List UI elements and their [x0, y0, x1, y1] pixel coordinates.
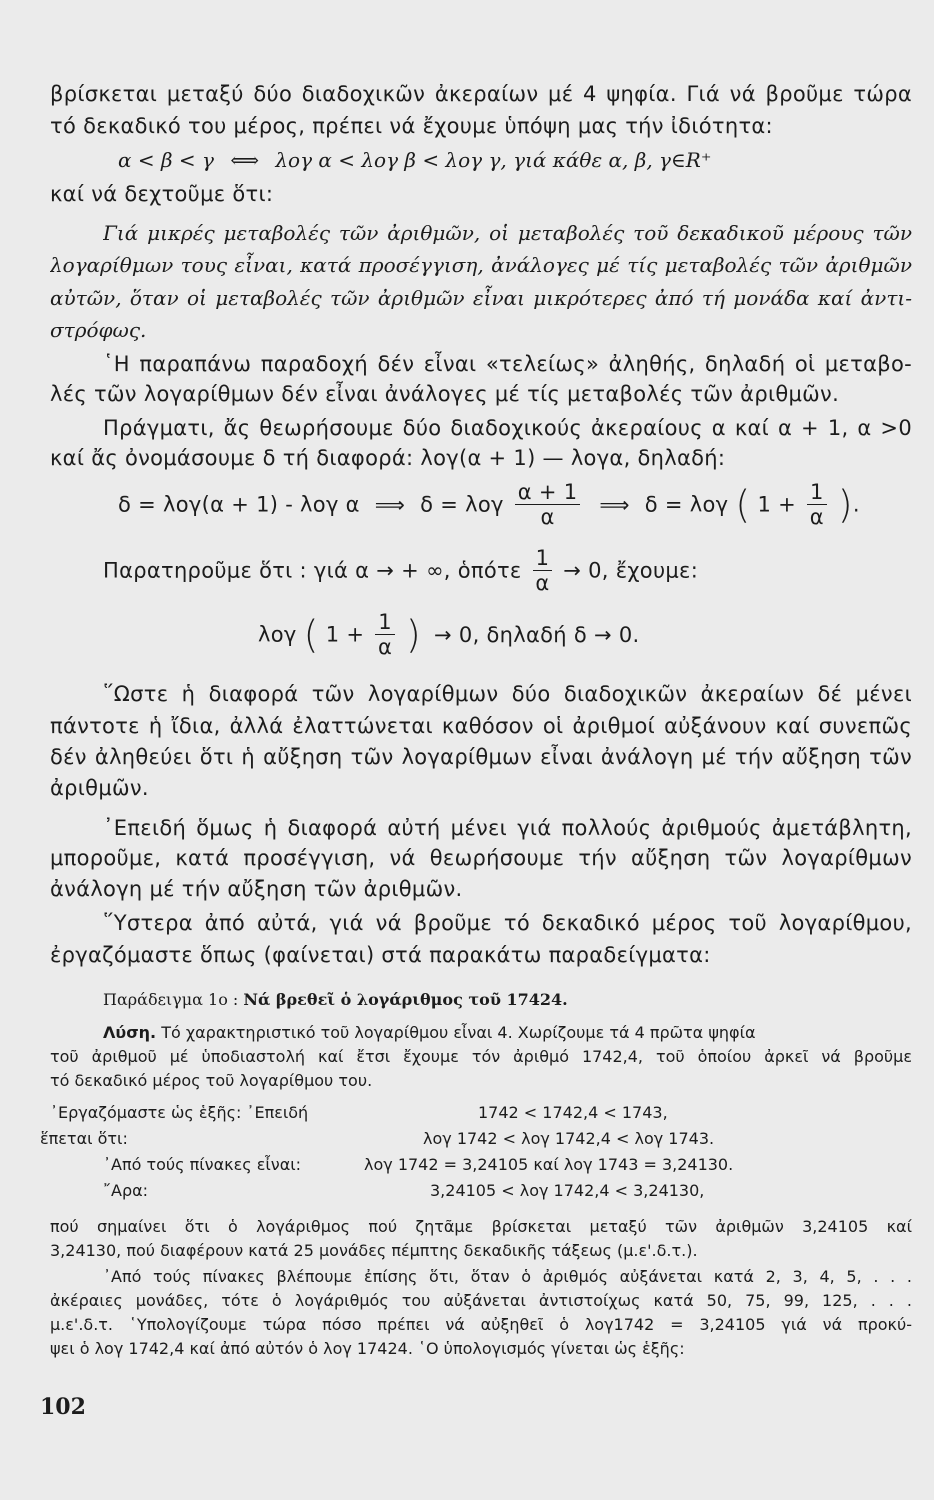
fraction-denominator: α [378, 635, 393, 659]
delta-part-3: δ = λογ [644, 492, 729, 517]
italic-line-2: λογαρίθμων τους εἶναι, κατά προσέγγιση, ἀνάλογες μέ τίς μεταβολές τῶν ἀριθμῶν [50, 253, 912, 277]
tail-line-5: μ.ε'.δ.τ. ῾Υπολογίζουμε τώρα πόσο πρέπει νά αὐξηθεῖ ὁ λογ1742 = 3,24105 γιά νά προκύ- [50, 1315, 912, 1334]
iff-symbol: ⟺ [230, 148, 259, 172]
text-line-4: ῾Η παραπάνω παραδοχή δέν εἶναι «τελείως» ἀληθής, δηλαδή οἱ μεταβο- [103, 352, 912, 376]
tail-line-4: ἀκέραιες μονάδες, τότε ὁ λογάριθμός του αὐξάνεται ἀντιστοίχως κατά 50, 75, 99, 125, . . . [50, 1291, 912, 1310]
text-line-15: ῞Υστερα ἀπό αὐτά, γιά νά βροῦμε τό δεκαδικό μέρος τοῦ λογαρίθμου, [103, 911, 912, 935]
text-line-1: βρίσκεται μεταξύ δύο διαδοχικῶν ἀκεραίων μέ 4 ψηφία. Γιά νά βροῦμε τώρα [50, 82, 912, 106]
tail-line-6: ψει ὁ λογ 1742,4 καί ἀπό αὐτόν ὁ λογ 17424. ῾Ο ὑπολογισμός γίνεται ὡς ἑξῆς: [50, 1339, 685, 1358]
tail-line-3: ᾿Από τούς πίνακες βλέπουμε ἐπίσης ὅτι, ὅταν ὁ ἀριθμός αὐξάνεται κατά 2, 3, 4, 5, . . . [103, 1267, 912, 1286]
fraction-denominator: α [540, 505, 555, 529]
limit-after: → 0, ἔχουμε: [563, 558, 699, 583]
text-line-13: μποροῦμε, κατά προσέγγιση, νά θεωρήσουμε τήν αὔξηση τῶν λογαρίθμων [50, 846, 912, 870]
fraction-a-plus-1-over-a [515, 480, 581, 529]
text-line-16: ἐργαζόμαστε ὅπως (φαίνεται) στά παρακάτω παραδείγματα: [50, 943, 711, 967]
example-title: Νά βρεθεῖ ὁ λογάριθμος τοῦ 17424. [243, 990, 568, 1009]
italic-line-4: στρόφως. [50, 318, 147, 342]
solution-text: Τό χαρακτηριστικό τοῦ λογαρίθμου εἶναι 4. Χωρίζουμε τά 4 πρῶτα ψηφία [161, 1023, 756, 1042]
fraction-numerator: 1 [375, 610, 395, 635]
fraction-1-over-a [533, 546, 553, 595]
text-line-11: ἀριθμῶν. [50, 776, 149, 800]
italic-line-3: αὐτῶν, ὅταν οἱ μεταβολές τῶν ἀριθμῶν εἶναι μικρότερες ἀπό τή μονάδα καί ἀντι- [50, 286, 912, 310]
page-number: 102 [40, 1394, 86, 1420]
text-line-2: τό δεκαδικό του μέρος, πρέπει νά ἔχουμε ὑπόψη μας τήν ἰδιότητα: [50, 114, 773, 138]
tail-line-2: 3,24130, πού διαφέρουν κατά 25 μονάδες πέμπτης δεκαδικῆς τάξεως (μ.ε'.δ.τ.). [50, 1241, 698, 1260]
text-line-7: καί ἄς ὀνομάσουμε δ τή διαφορά: λογ(α + 1) — λογα, δηλαδή: [50, 446, 726, 470]
text-line-10: δέν ἀληθεύει ὅτι ἡ αὔξηση τῶν λογαρίθμων εἶναι ἀνάλογη μέ τήν αὔξηση τῶν [50, 745, 912, 769]
step-1-right: 1742 < 1742,4 < 1743, [478, 1103, 668, 1122]
text-line-12: ᾿Επειδή ὅμως ἡ διαφορά αὐτή μένει γιά πολλούς ἀριθμούς ἀμετάβλητη, [103, 816, 912, 840]
property-formula [118, 148, 711, 172]
fraction-numerator: 1 [807, 480, 827, 505]
step-1-left: ᾿Εργαζόμαστε ὡς ἑξῆς: ᾿Επειδή [50, 1103, 309, 1122]
step-4-left: ῎Αρα: [103, 1181, 149, 1200]
solution-label: Λύση. [103, 1023, 157, 1042]
fraction-numerator: α + 1 [515, 480, 581, 505]
text-line-3: καί νά δεχτοῦμε ὅτι: [50, 182, 274, 206]
text-line-5: λές τῶν λογαρίθμων δέν εἶναι ἀνάλογες μέ τίς μεταβολές τῶν ἀριθμῶν. [50, 382, 840, 406]
example-label: Παράδειγμα 1ο : [103, 990, 239, 1009]
step-3-right: λογ 1742 = 3,24105 καί λογ 1743 = 3,24130. [364, 1155, 734, 1174]
step-2-left: ἕπεται ὅτι: [40, 1129, 128, 1148]
text-line-9: πάντοτε ἡ ἴδια, ἀλλά ἐλαττώνεται καθόσον οἱ ἀριθμοί αὐξάνουν καί συνεπῶς [50, 714, 912, 738]
solution-line-2: τοῦ ἀριθμοῦ μέ ὑποδιαστολή καί ἔτσι ἔχουμε τόν ἀριθμό 1742,4, τοῦ ὁποίου ἀρκεῖ νά βροῦμε [50, 1047, 912, 1066]
solution-line-3: τό δεκαδικό μέρος τοῦ λογαρίθμου του. [50, 1071, 373, 1090]
text-line-14: ἀνάλογη μέ τήν αὔξηση τῶν ἀριθμῶν. [50, 877, 463, 901]
limit-formula: λογ ( 1 + $\frac{1}{\alpha}$ ) → 0, δηλαδή δ → 0. [258, 610, 640, 659]
step-3-left: ᾿Από τούς πίνακες εἶναι: [103, 1155, 302, 1174]
step-2-right: λογ 1742 < λογ 1742,4 < λογ 1743. [423, 1129, 715, 1148]
italic-line-1: Γιά μικρές μεταβολές τῶν ἀριθμῶν, οἱ μεταβολές τοῦ δεκαδικοῦ μέρους τῶν [103, 221, 912, 245]
fraction-1-over-a [375, 610, 395, 659]
log-word: λογ [258, 622, 297, 647]
property-rhs: λογ α < λογ β < λογ γ, γιά κάθε α, β, γ∈R⁺ [275, 148, 712, 172]
delta-part-2: δ = λογ [420, 492, 504, 517]
step-4-right: 3,24105 < λογ 1742,4 < 3,24130, [430, 1181, 705, 1200]
fraction-1-over-a [807, 480, 827, 529]
fraction-denominator: α [809, 505, 824, 529]
one-plus: 1 + [325, 622, 365, 647]
example-heading [103, 990, 568, 1009]
limit-intro-text: Παρατηροῦμε ὅτι : γιά α → + ∞, ὁπότε [103, 558, 522, 583]
text-line-8: ῞Ωστε ἡ διαφορά τῶν λογαρίθμων δύο διαδοχικῶν ἀκεραίων δέ μένει [103, 682, 912, 706]
property-lhs: α < β < γ [118, 148, 214, 172]
limit-intro [103, 546, 698, 602]
solution-line-1 [103, 1022, 912, 1044]
implies-2: ⟹ [599, 492, 630, 517]
delta-formula: δ = λογ(α + 1) - λογ α ⟹ δ = λογ $\frac{\alpha + 1}{\alpha}$ ⟹ δ = λογ ( 1 + $\frac{1}{\alpha}$ ). [118, 480, 860, 529]
one-plus: 1 + [757, 492, 797, 517]
fraction-denominator: α [535, 571, 550, 595]
formula-period: . [852, 492, 860, 517]
text-line-6: Πράγματι, ἄς θεωρήσουμε δύο διαδοχικούς ἀκεραίους α καί α + 1, α >0 [103, 416, 912, 440]
tail-line-1: πού σημαίνει ὅτι ὁ λογάριθμος πού ζητᾶμε βρίσκεται μεταξύ τῶν ἀριθμῶν 3,24105 καί [50, 1217, 912, 1236]
delta-part-1: δ = λογ(α + 1) - λογ α [118, 492, 360, 517]
limit-tail: → 0, δηλαδή δ → 0. [434, 622, 640, 647]
fraction-numerator: 1 [533, 546, 553, 571]
implies-1: ⟹ [374, 492, 406, 517]
